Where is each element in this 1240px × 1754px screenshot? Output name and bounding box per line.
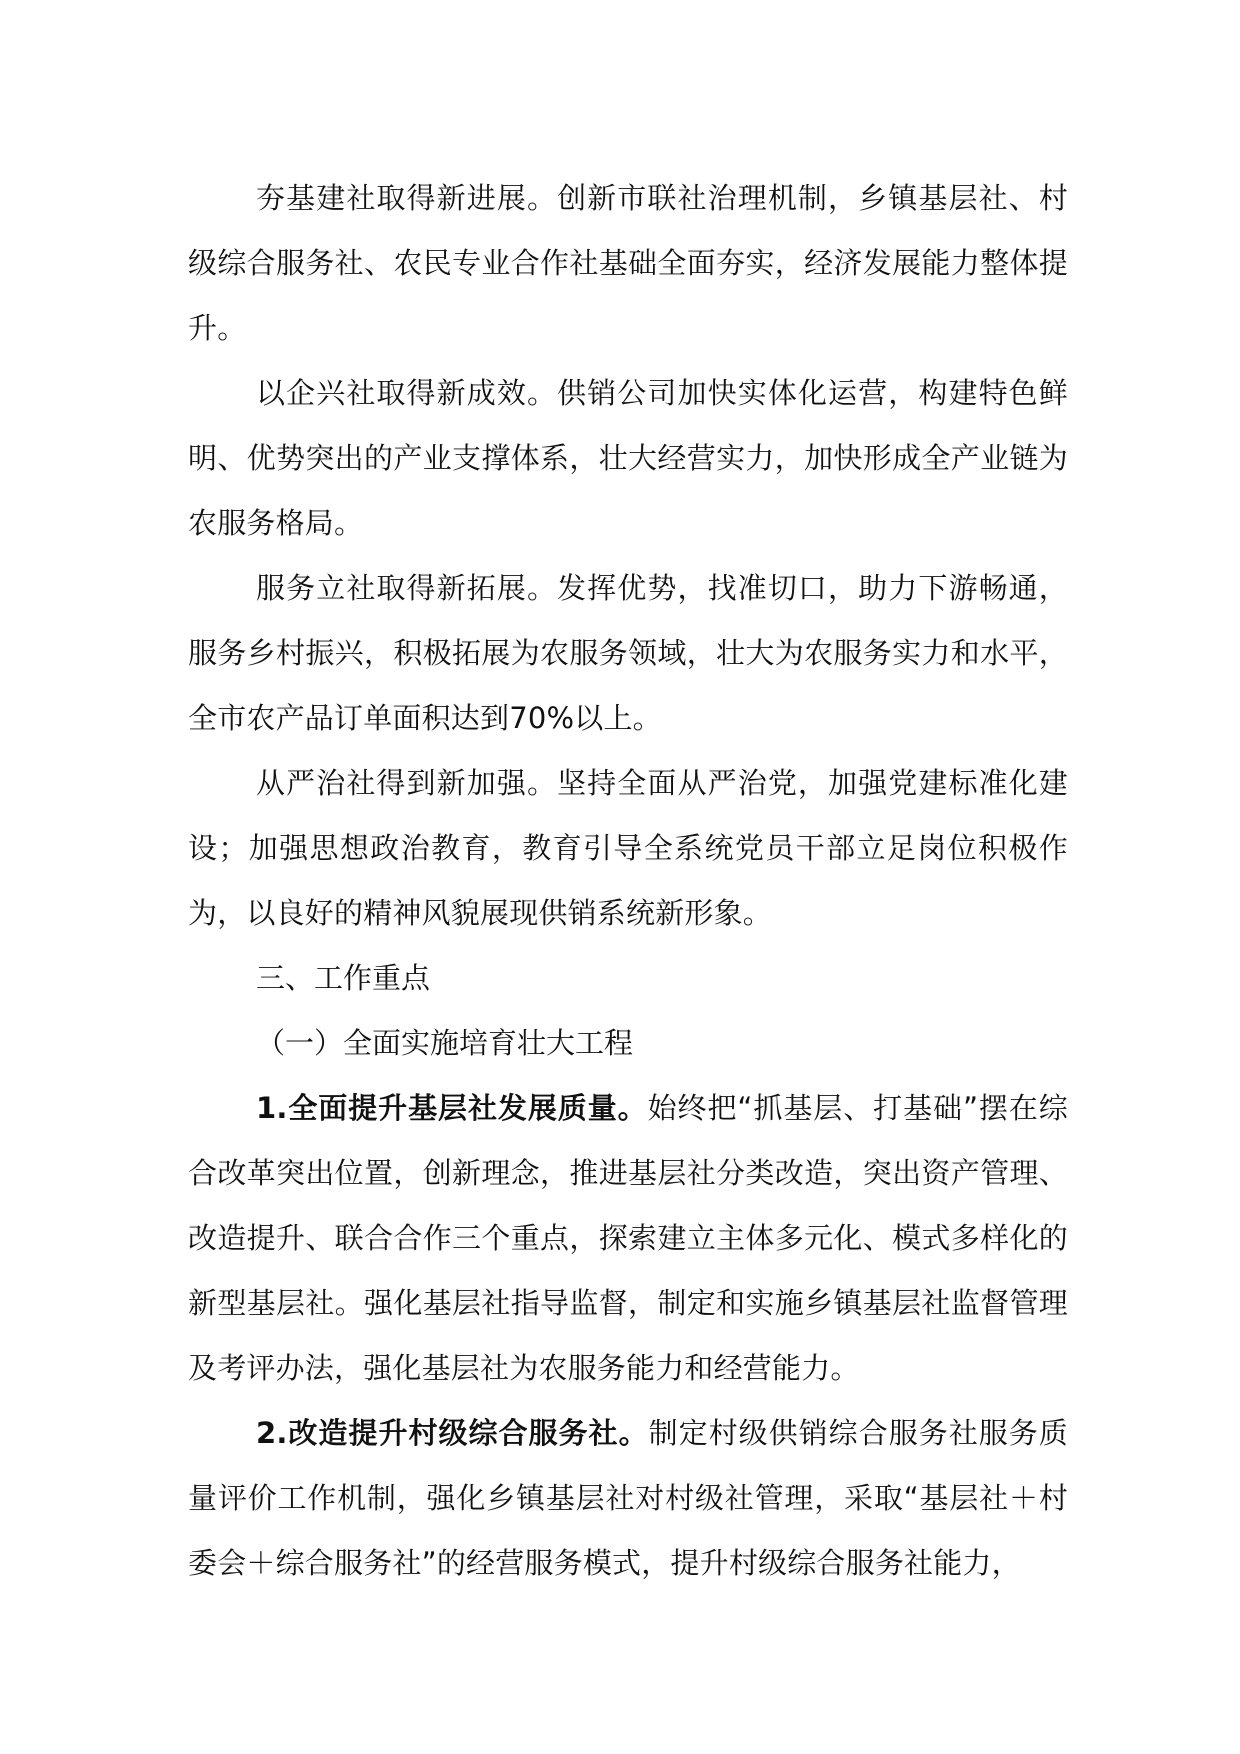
paragraph-enterprise-results: 以企兴社取得新成效。供销公司加快实体化运营，构建特色鲜明、优势突出的产业支撑体系，壮大经营实力，加快形成全产业链为农服务格局。 — [188, 376, 1068, 540]
subsection-heading: （一）全面实施培育壮大工程 — [256, 1026, 634, 1060]
paragraph-service-expansion: 服务立社取得新拓展。发挥优势，找准切口，助力下游畅通，服务乡村振兴，积极拓展为农服务领域，壮大为农服务实力和水平，全市农产品订单面积达到70%以上。 — [188, 571, 1068, 735]
item-village-service-text: 制定村级供销综合服务社服务质量评价工作机制，强化乡镇基层社对村级社管理，采取“基层社＋村委会＋综合服务社”的经营服务模式，提升村级综合服务社能力， — [188, 1416, 1068, 1580]
paragraph-foundation-progress: 夯基建社取得新进展。创新市联社治理机制，乡镇基层社、村级综合服务社、农民专业合作社基础全面夯实，经济发展能力整体提升。 — [188, 181, 1068, 345]
item-grassroots-quality-text: 始终把“抓基层、打基础”摆在综合改革突出位置，创新理念，推进基层社分类改造，突出资产管理、改造提升、联合合作三个重点，探索建立主体多元化、模式多样化的新型基层社。强化基层社指导监督，制定和实施乡镇基层社监督管理及考评办法，强化基层社为农服务能力和经营能力。 — [188, 1091, 1068, 1385]
item-village-service-title: 2.改造提升村级综合服务社。 — [256, 1416, 649, 1450]
item-grassroots-quality-title: 1.全面提升基层社发展质量。 — [256, 1091, 648, 1125]
paragraph-strict-governance: 从严治社得到新加强。坚持全面从严治党，加强党建标准化建设；加强思想政治教育，教育引导全系统党员干部立足岗位积极作为，以良好的精神风貌展现供销系统新形象。 — [188, 766, 1068, 930]
document-body — [188, 166, 1068, 1596]
item-village-service — [188, 1401, 1068, 1596]
section-heading: 三、工作重点 — [256, 961, 431, 995]
item-grassroots-quality — [188, 1076, 1068, 1401]
